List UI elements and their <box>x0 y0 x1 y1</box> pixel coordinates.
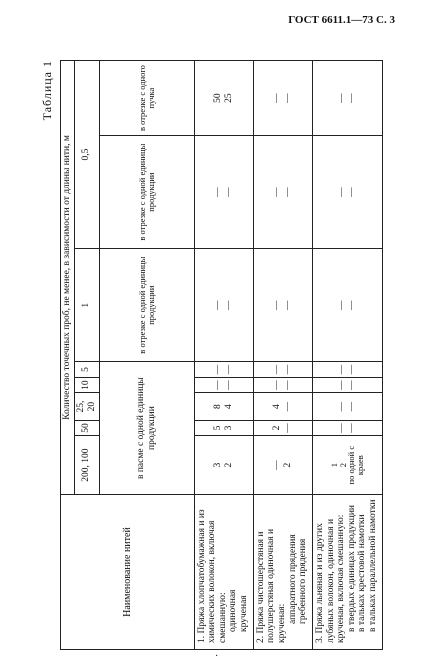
cell: 4 — <box>253 393 312 420</box>
row-label-wool <box>253 495 312 650</box>
cell: — — <box>312 61 382 136</box>
cell: 1 2 по одной с краев <box>312 436 382 495</box>
cell: — — <box>312 377 382 393</box>
subheader-segment-bundle: в отрезке с одного пучка <box>99 61 194 136</box>
subheader-segment-unit-05m: в отрезке с одной единицы продукции <box>99 136 194 249</box>
row-subitem: аппаратного прядения <box>287 534 298 624</box>
page-header: ГОСТ 6611.1—73 С. 3 <box>288 14 395 26</box>
subheader-per-unit: в пасме с одной единицы продукции <box>99 362 194 495</box>
table-row <box>194 61 253 650</box>
cell: — — <box>312 249 382 362</box>
row-subitem: в твердых единицах продукции <box>346 505 357 632</box>
cell: — — <box>312 420 382 436</box>
row-subitem: одиночная <box>228 589 239 632</box>
row-label-linen <box>312 495 382 650</box>
length-header-50: 50 <box>74 420 99 436</box>
cell: — — <box>312 393 382 420</box>
cell: — — <box>253 362 312 378</box>
length-header-10: 10 <box>74 377 99 393</box>
cell: 2 — <box>253 420 312 436</box>
subheader-segment-unit-1m: в отрезке с одной единицы продукции <box>99 249 194 362</box>
table-row <box>253 61 312 650</box>
cell: — — <box>253 61 312 136</box>
cell: 5 3 <box>194 420 253 436</box>
cell: — — <box>194 136 253 249</box>
row-title: 2. Пряжа чистошерстяная и полушерстяная одиночная и крученая: <box>255 528 287 643</box>
row-subitem: крученая <box>239 595 250 632</box>
row-subitem: в тальках параллельной намотки <box>368 499 379 632</box>
cell: — — <box>253 377 312 393</box>
length-header-05: 0,5 <box>74 61 99 249</box>
length-header-25: 25, 20 <box>74 393 99 420</box>
row-subitem: в тальках крестовой намотки <box>357 514 368 632</box>
cell: 50 25 <box>194 61 253 136</box>
cell: — 2 <box>253 436 312 495</box>
cell: 8 4 <box>194 393 253 420</box>
row-title: 1. Пряжа хлопчатобумажная и из химических волокон, включая смешанную: <box>196 509 228 643</box>
length-header-5: 5 <box>74 362 99 378</box>
cell: — — <box>253 136 312 249</box>
column-header-yarn-name: Наименование нитей <box>61 495 195 650</box>
page-mark: · <box>215 651 219 662</box>
column-header-sample-count: Количество точечных проб, не менее, в зависимости от длины нити, м <box>61 61 75 495</box>
cell: — — <box>194 249 253 362</box>
samples-table <box>60 60 383 650</box>
cell: — — <box>253 249 312 362</box>
table-caption: Таблица 1 <box>40 60 54 121</box>
length-header-1: 1 <box>74 249 99 362</box>
cell: — — <box>312 136 382 249</box>
row-label-cotton <box>194 495 253 650</box>
row-title: 3. Пряжа льняная и из других лубяных волокон, одиночная и крученая, включая смешанную: <box>314 514 347 643</box>
cell: 3 2 <box>194 436 253 495</box>
rotated-table-block <box>40 60 383 650</box>
row-subitem: гребенного прядения <box>298 538 309 624</box>
table-row <box>312 61 382 650</box>
cell: — — <box>194 377 253 393</box>
length-header-200: 200, 100 <box>74 436 99 495</box>
cell: — — <box>194 362 253 378</box>
cell: — — <box>312 362 382 378</box>
